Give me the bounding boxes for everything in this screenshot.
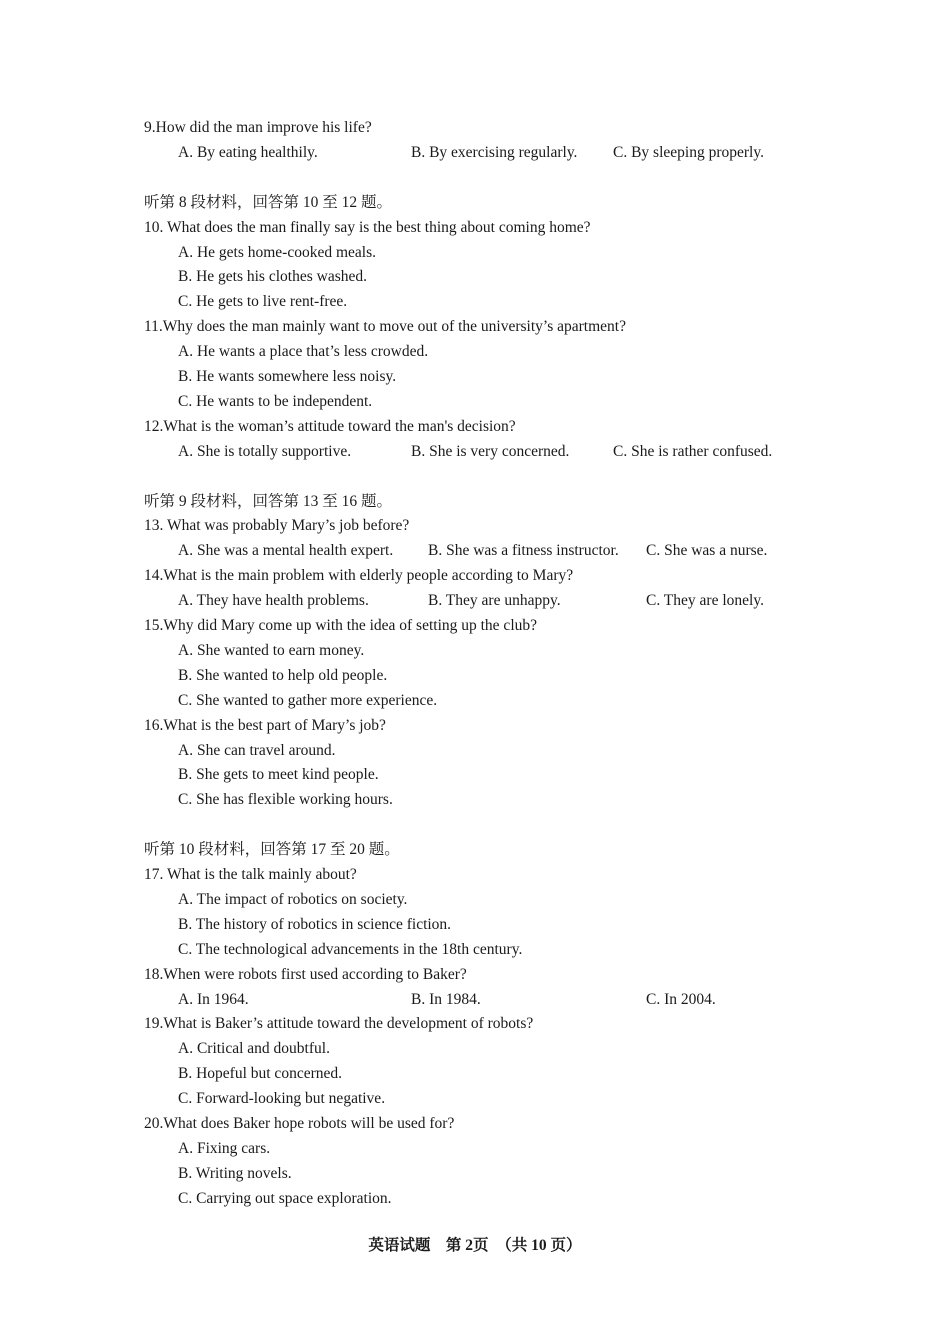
answer-option: B. He wants somewhere less noisy. <box>178 368 397 385</box>
section-header: 听第 8 段材料，回答第 10 至 12 题。 <box>144 193 393 211</box>
answer-option: A. She is totally supportive. <box>178 442 352 460</box>
answer-option: A. She can travel around. <box>178 741 336 759</box>
answer-option: A. She was a mental health expert. <box>178 542 394 560</box>
answer-option: B. Hopeful but concerned. <box>178 1065 342 1083</box>
answer-option: C. Carrying out space exploration. <box>178 1189 392 1207</box>
answer-option: C. They are lonely. <box>646 592 764 610</box>
answer-option: B. She wanted to help old people. <box>178 666 388 684</box>
answer-option: B. The history of robotics in science fiction. <box>178 915 452 933</box>
answer-option: C. She was a nurse. <box>646 542 768 560</box>
question-text: 18.When were robots first used according to Baker? <box>144 965 467 983</box>
answer-option: B. She is very concerned. <box>411 442 570 460</box>
answer-option: C. She has flexible working hours. <box>178 791 393 809</box>
answer-option: C. Forward-looking but negative. <box>178 1090 386 1108</box>
question-text: 12.What is the woman’s attitude toward the man's decision? <box>144 417 516 435</box>
question-text: 19.What is Baker’s attitude toward the development of robots? <box>144 1015 534 1033</box>
page-footer: 英语试题 第 2页 （共 10 页） <box>368 1237 582 1254</box>
answer-option: C. In 2004. <box>646 990 716 1008</box>
answer-option: B. By exercising regularly. <box>411 143 578 161</box>
section-header: 听第 9 段材料，回答第 13 至 16 题。 <box>144 492 393 510</box>
answer-option: C. He wants to be independent. <box>178 392 373 410</box>
question-text: 9.How did the man improve his life? <box>144 119 372 136</box>
answer-option: B. He gets his clothes washed. <box>178 268 367 286</box>
answer-option: C. He gets to live rent-free. <box>178 293 348 311</box>
answer-option: A. Critical and doubtful. <box>178 1040 330 1058</box>
answer-option: A. In 1964. <box>178 990 249 1008</box>
answer-option: B. In 1984. <box>411 990 481 1008</box>
answer-option: C. She wanted to gather more experience. <box>178 691 438 709</box>
question-text: 16.What is the best part of Mary’s job? <box>144 716 386 734</box>
answer-option: A. He gets home-cooked meals. <box>178 243 376 261</box>
answer-option: A. He wants a place that’s less crowded. <box>178 343 429 361</box>
question-text: 15.Why did Mary come up with the idea of setting up the club? <box>144 617 538 634</box>
section-header: 听第 10 段材料，回答第 17 至 20 题。 <box>144 841 400 859</box>
question-text: 11.Why does the man mainly want to move out of the university’s apartment? <box>144 318 626 336</box>
answer-option: B. They are unhappy. <box>428 592 561 610</box>
answer-option: A. She wanted to earn money. <box>178 641 365 659</box>
answer-option: A. Fixing cars. <box>178 1139 271 1157</box>
answer-option: C. By sleeping properly. <box>613 143 764 161</box>
question-text: 20.What does Baker hope robots will be used for? <box>144 1115 455 1132</box>
question-text: 17. What is the talk mainly about? <box>144 866 357 883</box>
answer-option: B. Writing novels. <box>178 1164 292 1182</box>
answer-option: C. She is rather confused. <box>613 442 773 460</box>
question-text: 10. What does the man finally say is the best thing about coming home? <box>144 218 591 236</box>
answer-option: A. The impact of robotics on society. <box>178 890 408 908</box>
answer-option: C. The technological advancements in the 18th century. <box>178 940 523 958</box>
question-text: 13. What was probably Mary’s job before? <box>144 517 410 535</box>
question-text: 14.What is the main problem with elderly people according to Mary? <box>144 567 574 585</box>
answer-option: A. They have health problems. <box>178 592 369 610</box>
answer-option: A. By eating healthily. <box>178 143 318 161</box>
answer-option: B. She was a fitness instructor. <box>428 542 619 560</box>
answer-option: B. She gets to meet kind people. <box>178 766 379 784</box>
